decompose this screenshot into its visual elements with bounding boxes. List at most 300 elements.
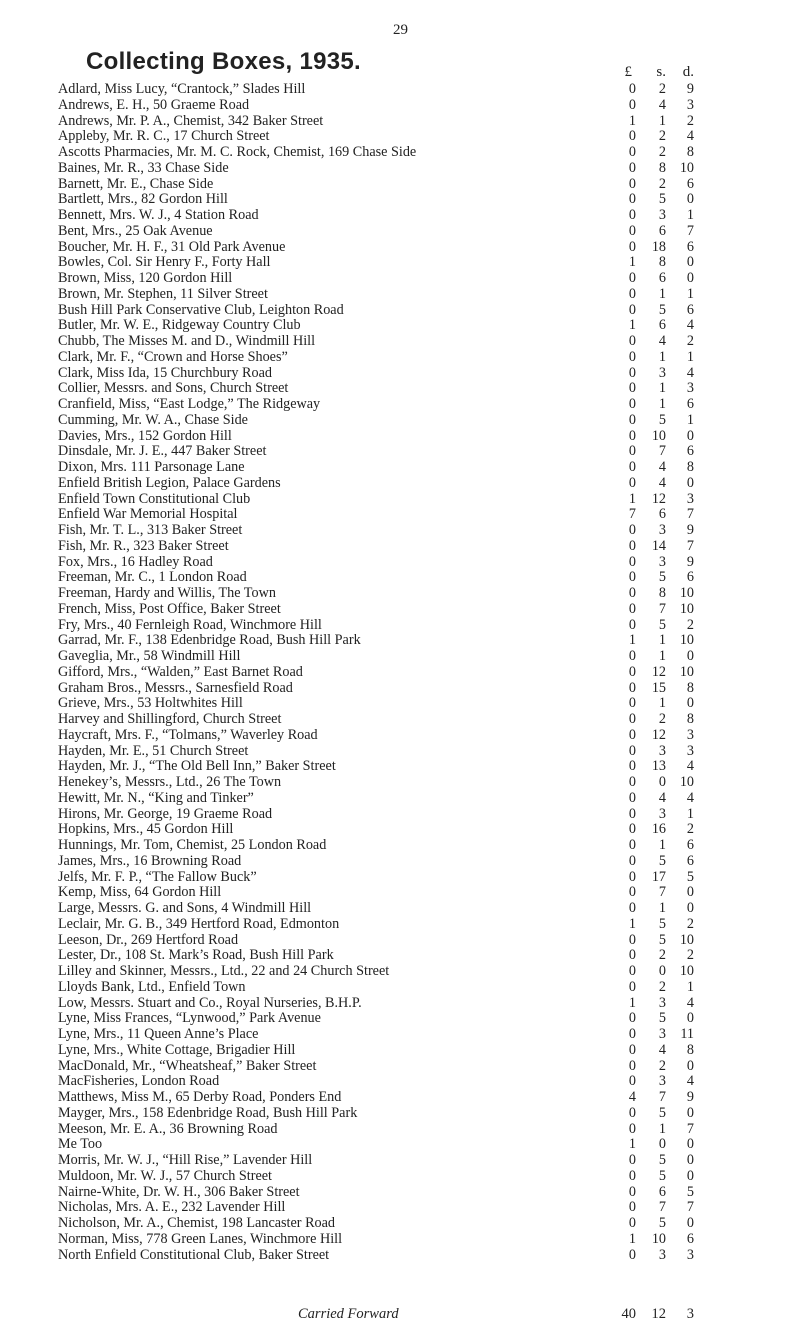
amount-pounds: 0 (628, 1167, 636, 1184)
amount-pounds: 0 (628, 364, 636, 381)
amount-shillings: 6 (658, 317, 666, 334)
amount-pence: 9 (686, 1089, 694, 1105)
list-item (58, 1090, 778, 1106)
amount-pence: 8 (686, 711, 694, 727)
amount-shillings: 14 (651, 537, 666, 554)
list-item (58, 885, 778, 901)
amount-shillings: 2 (658, 1057, 666, 1074)
contributor-name: Appleby, Mr. R. C., 17 Church Street (58, 128, 270, 145)
amount-pence: 0 (686, 254, 694, 271)
amount-pence: 1 (686, 805, 694, 822)
amount-pounds: 1 (628, 1136, 636, 1153)
list-item (58, 129, 778, 145)
list-item (58, 224, 778, 240)
amount-shillings: 1 (658, 632, 666, 649)
page-title: Collecting Boxes, 1935. (86, 48, 362, 75)
contributor-name: Meeson, Mr. E. A., 36 Browning Road (58, 1120, 278, 1137)
amount-pence: 6 (686, 301, 694, 318)
contributor-name: Andrews, E. H., 50 Graeme Road (58, 96, 250, 113)
amount-pence: 7 (686, 537, 694, 554)
amount-shillings: 12 (651, 490, 666, 507)
list-item (58, 492, 778, 508)
amount-pounds: 0 (628, 963, 636, 979)
amount-pounds: 0 (628, 742, 636, 759)
list-item (58, 681, 778, 697)
contributor-name: Fish, Mr. T. L., 313 Baker Street (58, 522, 243, 538)
amount-pounds: 0 (628, 270, 636, 286)
list-item (58, 145, 778, 161)
amount-pence: 0 (686, 1152, 694, 1168)
amount-shillings: 16 (651, 821, 666, 838)
list-item (58, 570, 778, 586)
contributor-name: Brown, Mr. Stephen, 11 Silver Street (58, 285, 268, 302)
amount-shillings: 3 (658, 994, 666, 1011)
amount-pounds: 0 (628, 1026, 636, 1042)
amount-shillings: 0 (658, 963, 666, 979)
amount-pence: 2 (686, 616, 694, 633)
amount-pounds: 0 (628, 648, 636, 664)
list-item (58, 429, 778, 445)
amount-pence: 0 (686, 191, 694, 208)
amount-shillings: 5 (658, 1104, 666, 1121)
amount-pence: 3 (686, 380, 694, 397)
contributor-name: Large, Messrs. G. and Sons, 4 Windmill Hill (58, 900, 312, 916)
contributor-name: Gifford, Mrs., “Walden,” East Barnet Road (58, 663, 303, 680)
amount-pounds: 0 (628, 931, 636, 948)
amount-shillings: 5 (658, 411, 666, 428)
list-item (58, 712, 778, 728)
list-item (58, 901, 778, 917)
amount-shillings: 7 (658, 1089, 666, 1105)
contributor-name: Collier, Messrs. and Sons, Church Street (58, 380, 289, 397)
contributor-name: Hewitt, Mr. N., “King and Tinker” (58, 789, 254, 806)
list-item (58, 633, 778, 649)
amount-pence: 7 (686, 506, 694, 523)
list-item (58, 602, 778, 618)
list-item (58, 1169, 778, 1185)
amount-pounds: 0 (628, 947, 636, 964)
list-item (58, 649, 778, 665)
amount-shillings: 1 (658, 285, 666, 302)
contributor-name: Matthews, Miss M., 65 Derby Road, Ponders End (58, 1089, 342, 1105)
contributor-name: Haycraft, Mrs. F., “Tolmans,” Waverley Road (58, 726, 318, 743)
amount-shillings: 7 (658, 884, 666, 901)
amount-shillings: 5 (658, 931, 666, 948)
amount-pounds: 0 (628, 711, 636, 727)
amount-pounds: 0 (628, 1120, 636, 1137)
list-item (58, 996, 778, 1012)
pence-header: d. (682, 64, 694, 80)
contributor-name: Dinsdale, Mr. J. E., 447 Baker Street (58, 443, 267, 460)
amount-pence: 10 (679, 159, 694, 176)
amount-pence: 3 (686, 96, 694, 113)
amount-pounds: 0 (628, 900, 636, 916)
amount-shillings: 1 (658, 695, 666, 712)
amount-pence: 0 (686, 884, 694, 901)
contributor-name: Bent, Mrs., 25 Oak Avenue (58, 222, 213, 239)
contributor-name: Brown, Miss, 120 Gordon Hill (58, 270, 233, 286)
amount-shillings: 1 (658, 396, 666, 412)
contributor-name: Nicholas, Mrs. A. E., 232 Lavender Hill (58, 1199, 286, 1216)
contributor-name: James, Mrs., 16 Browning Road (58, 852, 242, 869)
contributor-name: Enfield War Memorial Hospital (58, 506, 238, 523)
amount-pence: 5 (686, 1183, 694, 1200)
list-item (58, 98, 778, 114)
amount-pounds: 1 (628, 1230, 636, 1247)
amount-pounds: 0 (628, 805, 636, 822)
contributor-name: Lilley and Skinner, Messrs., Ltd., 22 and 24 Church Street (58, 963, 390, 979)
amount-pence: 2 (686, 947, 694, 964)
amount-shillings: 6 (658, 222, 666, 239)
amount-shillings: 18 (651, 238, 666, 255)
amount-shillings: 1 (658, 900, 666, 916)
amount-pounds: 1 (628, 254, 636, 271)
amount-shillings: 7 (658, 1199, 666, 1216)
list-item (58, 318, 778, 334)
contributor-name: Kemp, Miss, 64 Gordon Hill (58, 884, 222, 901)
list-item (58, 476, 778, 492)
amount-shillings: 0 (658, 774, 666, 790)
contributor-name: Fry, Mrs., 40 Fernleigh Road, Winchmore Hill (58, 616, 322, 633)
list-item (58, 271, 778, 287)
amount-pence: 9 (686, 81, 694, 97)
amount-pounds: 0 (628, 348, 636, 365)
list-item (58, 775, 778, 791)
contributor-name: Chubb, The Misses M. and D., Windmill Hill (58, 333, 316, 349)
list-item (58, 539, 778, 555)
amount-pence: 0 (686, 427, 694, 444)
amount-pence: 10 (679, 663, 694, 680)
amount-pence: 0 (686, 695, 694, 712)
amount-shillings: 5 (658, 301, 666, 318)
amount-shillings: 2 (658, 978, 666, 995)
list-item (58, 933, 778, 949)
amount-pence: 8 (686, 144, 694, 160)
amount-shillings: 2 (658, 144, 666, 160)
amount-shillings: 7 (658, 443, 666, 460)
list-item (58, 303, 778, 319)
amount-pence: 1 (686, 411, 694, 428)
amount-pounds: 0 (628, 1010, 636, 1027)
list-item (58, 1043, 778, 1059)
list-item (58, 586, 778, 602)
amount-pence: 2 (686, 821, 694, 838)
amount-pence: 3 (686, 742, 694, 759)
amount-pence: 1 (686, 285, 694, 302)
list-item (58, 728, 778, 744)
carried-forward-row (0, 1306, 801, 1326)
amount-pounds: 0 (628, 821, 636, 838)
contributor-name: MacDonald, Mr., “Wheatsheaf,” Baker Street (58, 1057, 317, 1074)
amount-pounds: 0 (628, 663, 636, 680)
amount-pounds: 0 (628, 191, 636, 208)
carried-forward-label: Carried Forward (298, 1306, 399, 1322)
list-item (58, 177, 778, 193)
contributor-name: Bennett, Mrs. W. J., 4 Station Road (58, 207, 259, 223)
contributor-name: Davies, Mrs., 152 Gordon Hill (58, 427, 232, 444)
list-item (58, 1153, 778, 1169)
list-item (58, 460, 778, 476)
amount-pounds: 0 (628, 1041, 636, 1058)
amount-shillings: 5 (658, 1010, 666, 1027)
list-item (58, 1137, 778, 1153)
amount-shillings: 7 (658, 600, 666, 617)
amount-pence: 0 (686, 900, 694, 916)
amount-shillings: 10 (651, 427, 666, 444)
amount-pounds: 0 (628, 789, 636, 806)
amount-pence: 1 (686, 978, 694, 995)
amount-pounds: 0 (628, 553, 636, 570)
amount-shillings: 5 (658, 616, 666, 633)
amount-pence: 4 (686, 364, 694, 381)
amount-pence: 7 (686, 222, 694, 239)
contributor-name: Lyne, Miss Frances, “Lynwood,” Park Avenue (58, 1010, 321, 1027)
amount-pence: 4 (686, 317, 694, 334)
amount-pounds: 0 (628, 333, 636, 349)
amount-shillings: 4 (658, 96, 666, 113)
amount-shillings: 5 (658, 1152, 666, 1168)
amount-shillings: 1 (658, 1120, 666, 1137)
contributor-name: Leeson, Dr., 269 Hertford Road (58, 931, 239, 948)
amount-pounds: 0 (628, 726, 636, 743)
amount-pence: 8 (686, 1041, 694, 1058)
amount-pounds: 0 (628, 301, 636, 318)
amount-pence: 10 (679, 585, 694, 601)
list-item (58, 759, 778, 775)
amount-pounds: 0 (628, 285, 636, 302)
amount-pence: 0 (686, 270, 694, 286)
contributor-name: Hirons, Mr. George, 19 Graeme Road (58, 805, 273, 822)
amount-pounds: 4 (628, 1089, 636, 1105)
contributor-name: Harvey and Shillingford, Church Street (58, 711, 282, 727)
amount-pence: 6 (686, 1230, 694, 1247)
contributor-name: Clark, Miss Ida, 15 Churchbury Road (58, 364, 272, 381)
amount-pounds: 0 (628, 1152, 636, 1168)
amount-pounds: 0 (628, 522, 636, 538)
amount-shillings: 3 (658, 522, 666, 538)
amount-pounds: 0 (628, 1057, 636, 1074)
list-item (58, 1074, 778, 1090)
list-item (58, 507, 778, 523)
amount-pence: 3 (686, 490, 694, 507)
amount-pounds: 0 (628, 396, 636, 412)
list-item (58, 822, 778, 838)
list-item (58, 791, 778, 807)
total-pence: 3 (686, 1306, 694, 1322)
contributor-name: Dixon, Mrs. 111 Parsonage Lane (58, 459, 245, 475)
amount-pounds: 1 (628, 632, 636, 649)
amount-pounds: 0 (628, 758, 636, 775)
amount-pounds: 0 (628, 837, 636, 853)
amount-shillings: 8 (658, 585, 666, 601)
contributor-name: Hopkins, Mrs., 45 Gordon Hill (58, 821, 234, 838)
list-item (58, 287, 778, 303)
amount-pence: 0 (686, 1136, 694, 1153)
list-item (58, 192, 778, 208)
amount-shillings: 4 (658, 789, 666, 806)
list-item (58, 618, 778, 634)
amount-pounds: 0 (628, 474, 636, 491)
list-item (58, 665, 778, 681)
amount-pence: 4 (686, 789, 694, 806)
list-item (58, 1200, 778, 1216)
contributor-name: Lyne, Mrs., 11 Queen Anne’s Place (58, 1026, 259, 1042)
list-item (58, 82, 778, 98)
amount-shillings: 4 (658, 333, 666, 349)
contributor-name: Garrad, Mr. F., 138 Edenbridge Road, Bush Hill Park (58, 632, 361, 649)
amount-pounds: 0 (628, 159, 636, 176)
contributor-name: Cumming, Mr. W. A., Chase Side (58, 411, 248, 428)
contributor-name: French, Miss, Post Office, Baker Street (58, 600, 281, 617)
amount-pounds: 1 (628, 490, 636, 507)
pounds-header: £ (624, 64, 632, 80)
contributor-name: Freeman, Mr. C., 1 London Road (58, 569, 247, 586)
amount-pence: 0 (686, 1167, 694, 1184)
amount-pence: 3 (686, 1246, 694, 1263)
amount-pounds: 0 (628, 600, 636, 617)
amount-pounds: 0 (628, 427, 636, 444)
list-item (58, 1248, 778, 1264)
amount-pounds: 0 (628, 175, 636, 192)
list-item (58, 350, 778, 366)
list-item (58, 1232, 778, 1248)
amount-shillings: 5 (658, 915, 666, 932)
contributor-name: Muldoon, Mr. W. J., 57 Church Street (58, 1167, 272, 1184)
contributions-list (58, 82, 778, 1263)
amount-pence: 11 (680, 1026, 694, 1042)
amount-pence: 6 (686, 837, 694, 853)
amount-shillings: 1 (658, 648, 666, 664)
amount-pence: 2 (686, 915, 694, 932)
amount-shillings: 2 (658, 175, 666, 192)
amount-pence: 6 (686, 569, 694, 586)
amount-shillings: 17 (651, 868, 666, 885)
contributor-name: Me Too (58, 1136, 103, 1153)
contributor-name: Lyne, Mrs., White Cottage, Brigadier Hill (58, 1041, 296, 1058)
amount-pence: 0 (686, 1215, 694, 1231)
list-item (58, 744, 778, 760)
list-item (58, 255, 778, 271)
amount-pounds: 0 (628, 585, 636, 601)
amount-shillings: 5 (658, 1215, 666, 1231)
amount-pounds: 7 (628, 506, 636, 523)
contributor-name: MacFisheries, London Road (58, 1073, 220, 1090)
contributor-name: Barnett, Mr. E., Chase Side (58, 175, 214, 192)
contributor-name: Baines, Mr. R., 33 Chase Side (58, 159, 229, 176)
amount-shillings: 3 (658, 805, 666, 822)
contributor-name: Bush Hill Park Conservative Club, Leighton Road (58, 301, 344, 318)
list-item (58, 948, 778, 964)
amount-pence: 0 (686, 1010, 694, 1027)
amount-pounds: 1 (628, 994, 636, 1011)
amount-shillings: 8 (658, 254, 666, 271)
total-shillings: 12 (651, 1306, 666, 1322)
amount-pounds: 0 (628, 774, 636, 790)
amount-pounds: 0 (628, 1183, 636, 1200)
amount-pence: 1 (686, 348, 694, 365)
amount-pence: 0 (686, 1057, 694, 1074)
list-item (58, 1027, 778, 1043)
amount-shillings: 1 (658, 380, 666, 397)
contributor-name: Grieve, Mrs., 53 Holtwhites Hill (58, 695, 243, 712)
contributor-name: Hunnings, Mr. Tom, Chemist, 25 London Road (58, 837, 327, 853)
amount-shillings: 3 (658, 1026, 666, 1042)
amount-shillings: 6 (658, 1183, 666, 1200)
amount-pounds: 0 (628, 81, 636, 97)
amount-pence: 0 (686, 474, 694, 491)
amount-pence: 10 (679, 600, 694, 617)
contributor-name: Ascotts Pharmacies, Mr. M. C. Rock, Chemist, 169 Chase Side (58, 144, 417, 160)
shillings-header: s. (656, 64, 666, 80)
amount-shillings: 15 (651, 679, 666, 696)
contributor-name: Andrews, Mr. P. A., Chemist, 342 Baker Street (58, 112, 324, 129)
amount-pence: 6 (686, 443, 694, 460)
list-item (58, 555, 778, 571)
amount-pounds: 0 (628, 1215, 636, 1231)
contributor-name: Jelfs, Mr. F. P., “The Fallow Buck” (58, 868, 257, 885)
amount-pounds: 1 (628, 112, 636, 129)
amount-pence: 8 (686, 679, 694, 696)
amount-shillings: 2 (658, 128, 666, 145)
contributor-name: Adlard, Miss Lucy, “Crantock,” Slades Hill (58, 81, 306, 97)
amount-shillings: 2 (658, 711, 666, 727)
list-item (58, 1216, 778, 1232)
list-item (58, 366, 778, 382)
contributor-name: Low, Messrs. Stuart and Co., Royal Nurseries, B.H.P. (58, 994, 362, 1011)
list-item (58, 240, 778, 256)
amount-shillings: 5 (658, 1167, 666, 1184)
amount-shillings: 6 (658, 506, 666, 523)
amount-pounds: 0 (628, 1073, 636, 1090)
amount-pounds: 0 (628, 96, 636, 113)
amount-pounds: 0 (628, 238, 636, 255)
list-item (58, 114, 778, 130)
amount-pounds: 0 (628, 411, 636, 428)
amount-pounds: 0 (628, 1246, 636, 1263)
amount-shillings: 12 (651, 726, 666, 743)
amount-shillings: 12 (651, 663, 666, 680)
amount-shillings: 1 (658, 837, 666, 853)
contributor-name: Hayden, Mr. E., 51 Church Street (58, 742, 249, 759)
contributor-name: Nicholson, Mr. A., Chemist, 198 Lancaster Road (58, 1215, 336, 1231)
amount-pence: 9 (686, 553, 694, 570)
amount-pounds: 0 (628, 380, 636, 397)
contributor-name: Henekey’s, Messrs., Ltd., 26 The Town (58, 774, 282, 790)
contributor-name: Graham Bros., Messrs., Sarnesfield Road (58, 679, 293, 696)
amount-pounds: 0 (628, 537, 636, 554)
list-item (58, 208, 778, 224)
amount-pounds: 0 (628, 144, 636, 160)
amount-pence: 10 (679, 963, 694, 979)
amount-pence: 6 (686, 852, 694, 869)
amount-pence: 2 (686, 333, 694, 349)
contributor-name: Butler, Mr. W. E., Ridgeway Country Club (58, 317, 301, 334)
amount-shillings: 2 (658, 947, 666, 964)
contributor-name: Fox, Mrs., 16 Hadley Road (58, 553, 213, 570)
amount-pounds: 0 (628, 884, 636, 901)
contributor-name: Freeman, Hardy and Willis, The Town (58, 585, 276, 601)
contributor-name: Gaveglia, Mr., 58 Windmill Hill (58, 648, 241, 664)
list-item (58, 397, 778, 413)
contributor-name: Nairne-White, Dr. W. H., 306 Baker Street (58, 1183, 300, 1200)
amount-pence: 7 (686, 1199, 694, 1216)
amount-pounds: 0 (628, 616, 636, 633)
amount-pounds: 0 (628, 128, 636, 145)
amount-pence: 6 (686, 175, 694, 192)
amount-pounds: 1 (628, 317, 636, 334)
contributor-name: Morris, Mr. W. J., “Hill Rise,” Lavender Hill (58, 1152, 313, 1168)
currency-column-headers (614, 64, 774, 82)
